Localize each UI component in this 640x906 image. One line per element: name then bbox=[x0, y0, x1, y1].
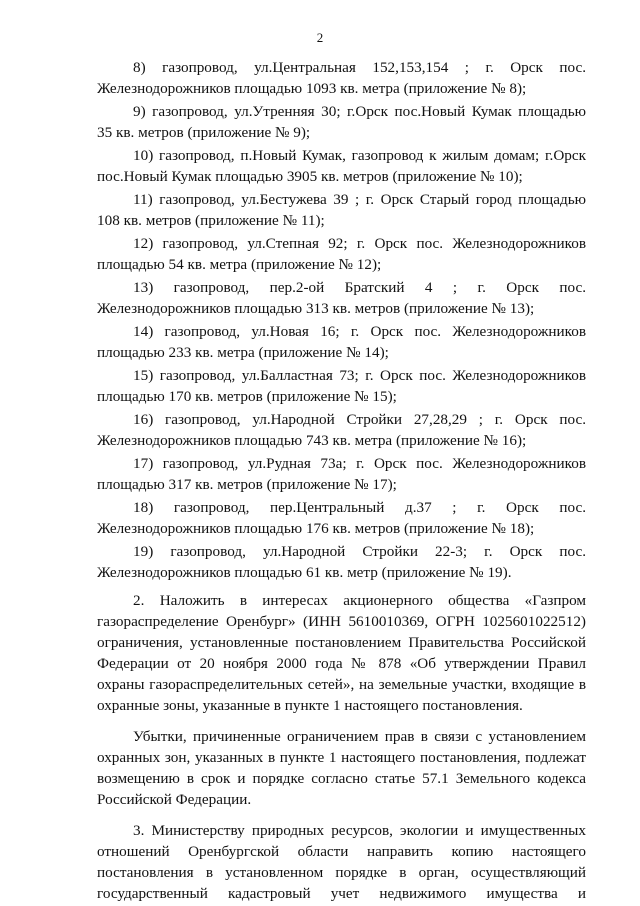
clause-2-losses: Убытки, причиненные ограничением прав в связи с установлением охранных зон, указанных в пункте 1 настоящего постановления, подлежат возмещению в срок и порядке согласно статье 57.1 Земельного кодекса Российской Федерации. bbox=[97, 728, 586, 808]
list-item: 10) газопровод, п.Новый Кумак, газопровод к жилым домам; г.Орск пос.Новый Кумак площадью 3905 кв. метров (приложение № 10); bbox=[97, 147, 586, 185]
list-item: 14) газопровод, ул.Новая 16; г. Орск пос. Железнодорожников площадью 233 кв. метра (приложение № 14); bbox=[97, 323, 586, 361]
page-number: 2 bbox=[316, 30, 324, 45]
document-body bbox=[97, 57, 586, 906]
clause-3: 3. Министерству природных ресурсов, экологии и имущественных отношений Оренбургской области направить копию настоящего постановления в установленном порядке в орган, осуществляющий государственный кадастровый учет недвижимого имущества и bbox=[97, 822, 586, 902]
list-item: 17) газопровод, ул.Рудная 73а; г. Орск пос. Железнодорожников площадью 317 кв. метров (приложение № 17); bbox=[97, 455, 586, 493]
list-item: 12) газопровод, ул.Степная 92; г. Орск пос. Железнодорожников площадью 54 кв. метра (приложение № 12); bbox=[97, 235, 586, 273]
list-item: 8) газопровод, ул.Центральная 152,153,154 ; г. Орск пос. Железнодорожников площадью 1093 кв. метра (приложение № 8); bbox=[97, 59, 586, 97]
list-item: 11) газопровод, ул.Бестужева 39 ; г. Орск Старый город площадью 108 кв. метров (приложение № 11); bbox=[97, 191, 586, 229]
list-item: 19) газопровод, ул.Народной Стройки 22-3; г. Орск пос. Железнодорожников площадью 61 кв. метр (приложение № 19). bbox=[97, 543, 586, 581]
list-item: 16) газопровод, ул.Народной Стройки 27,28,29 ; г. Орск пос. Железнодорожников площадью 743 кв. метра (приложение № 16); bbox=[97, 411, 586, 449]
list-item: 13) газопровод, пер.2-ой Братский 4 ; г. Орск пос. Железнодорожников площадью 313 кв. метров (приложение № 13); bbox=[97, 279, 586, 317]
list-item: 15) газопровод, ул.Балластная 73; г. Орск пос. Железнодорожников площадью 170 кв. метров (приложение № 15); bbox=[97, 367, 586, 405]
list-item: 9) газопровод, ул.Утренняя 30; г.Орск пос.Новый Кумак площадью 35 кв. метров (приложение № 9); bbox=[97, 103, 586, 141]
clause-2: 2. Наложить в интересах акционерного общества «Газпром газораспределение Оренбург» (ИНН 5610010369, ОГРН 1025601022512) ограничения, установленные постановлением Правительства Российской Федерации от 20 ноября 2000 года № 878 «Об утверждении Правил охраны газораспределительных сетей», на земельные участки, входящие в охранные зоны, указанные в пункте 1 настоящего постановления. bbox=[97, 592, 586, 714]
list-item: 18) газопровод, пер.Центральный д.37 ; г. Орск пос. Железнодорожников площадью 176 кв. метров (приложение № 18); bbox=[97, 499, 586, 537]
